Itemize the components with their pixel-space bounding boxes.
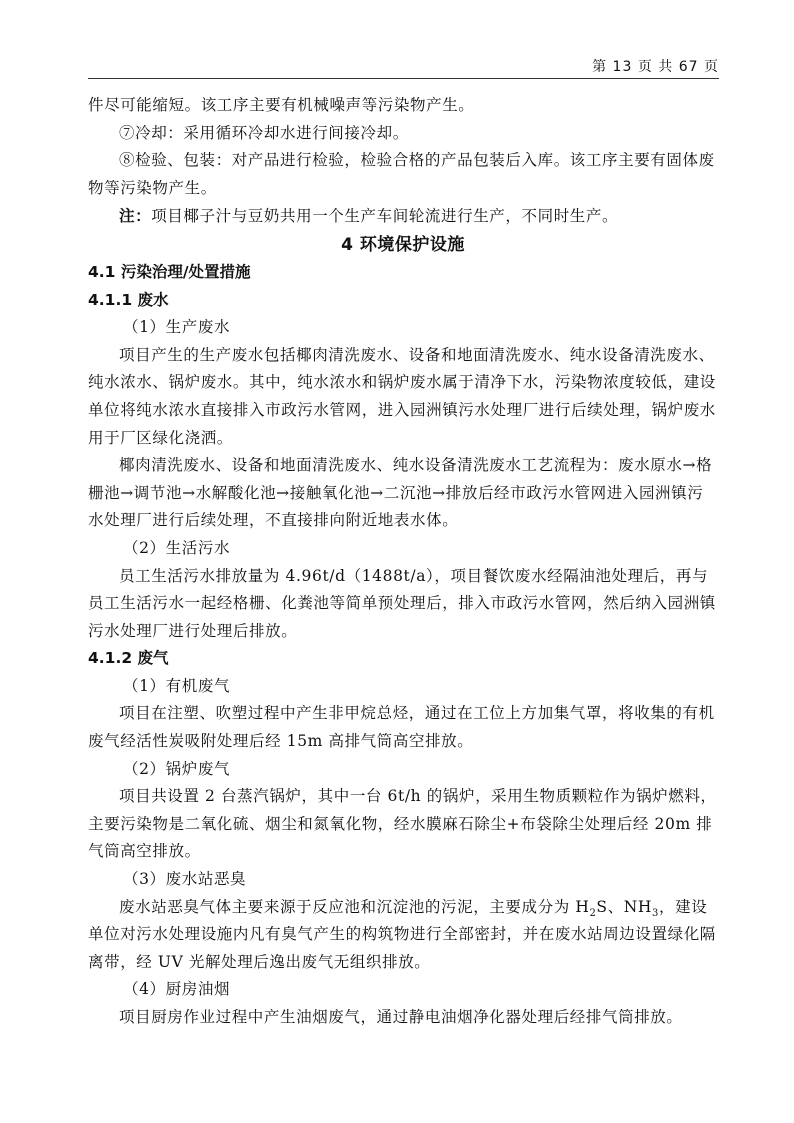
paragraph: ⑦冷却：采用循环冷却水进行间接冷却。 — [119, 123, 409, 142]
subsubsection-heading: 4.1.2 废气 — [88, 649, 169, 668]
subsection-heading: 4.1 污染治理/处置措施 — [88, 262, 251, 281]
note-text: 项目椰子汁与豆奶共用一个生产车间轮流进行生产，不同时生产。 — [151, 207, 619, 226]
subscript: 3 — [652, 907, 659, 919]
item-title: （4）厨房油烟 — [123, 980, 231, 999]
item-title: （1）生产废水 — [123, 318, 231, 337]
page-body — [88, 92, 718, 1032]
note-paragraph — [88, 202, 718, 231]
paragraph: 项目厨房作业过程中产生油烟废气，通过静电油烟净化器处理后经排气筒排放。 — [119, 1008, 683, 1026]
paragraph — [88, 894, 718, 977]
note-label: 注： — [119, 206, 152, 226]
paragraph: 项目在注塑、吹塑过程中产生非甲烷总烃，通过在工位上方加集气罩，将收集的有机废气经活性炭吸附处理后经 15m 高排气筒高空排放。 — [88, 704, 715, 751]
item-title: （3）废水站恶臭 — [123, 870, 247, 889]
subsubsection-heading: 4.1.1 废水 — [88, 290, 169, 309]
paragraph: 项目产生的生产废水包括椰肉清洗废水、设备和地面清洗废水、纯水设备清洗废水、纯水浓水、锅炉废水。其中，纯水浓水和锅炉废水属于清净下水，污染物浓度较低，建设单位将纯水浓水直接排入市政污水管网，进入园洲镇污水处理厂进行后续处理，锅炉废水用于厂区绿化浇洒。 — [88, 345, 716, 447]
paragraph: ⑧检验、包装：对产品进行检验，检验合格的产品包装后入库。该工序主要有固体废物等污染物产生。 — [88, 151, 715, 197]
section-title: 4 环境保护设施 — [341, 234, 465, 255]
item-title: （2）锅炉废气 — [123, 759, 231, 778]
text-run: 废水站恶臭气体主要来源于反应池和沉淀池的污泥，主要成分为 H — [119, 897, 590, 916]
text-run: S、NH — [596, 897, 653, 916]
text-run: ，建设单位对污水处理设施内凡有臭气产生的构筑物进行全部密封，并在废水站周边设置绿化隔离带，经 UV 光解处理后逸出废气无组织排放。 — [88, 897, 716, 971]
paragraph: 件尽可能缩短。该工序主要有机械噪声等污染物产生。 — [88, 96, 475, 114]
paragraph: 椰肉清洗废水、设备和地面清洗废水、纯水设备清洗废水工艺流程为：废水原水→格栅池→调节池→水解酸化池→接触氧化池→二沉池→排放后经市政污水管网进入园洲镇污水处理厂进行后续处理，不直接排向附近地表水体。 — [88, 456, 713, 530]
page-number: 第 13 页 共 67 页 — [592, 59, 719, 75]
item-title: （2）生活污水 — [123, 538, 231, 557]
item-title: （1）有机废气 — [123, 676, 231, 695]
page-header — [88, 56, 719, 79]
subscript: 2 — [589, 907, 597, 919]
paragraph: 项目共设置 2 台蒸汽锅炉，其中一台 6t/h 的锅炉，采用生物质颗粒作为锅炉燃料，主要污染物是二氧化硫、烟尘和氮氧化物，经水膜麻石除尘+布袋除尘处理后经 20m 排气筒高空排放。 — [88, 787, 717, 861]
paragraph: 员工生活污水排放量为 4.96t/d（1488t/a），项目餐饮废水经隔油池处理后，再与员工生活污水一起经格栅、化粪池等简单预处理后，排入市政污水管网，然后纳入园洲镇污水处理厂进行处理后排放。 — [88, 566, 716, 640]
